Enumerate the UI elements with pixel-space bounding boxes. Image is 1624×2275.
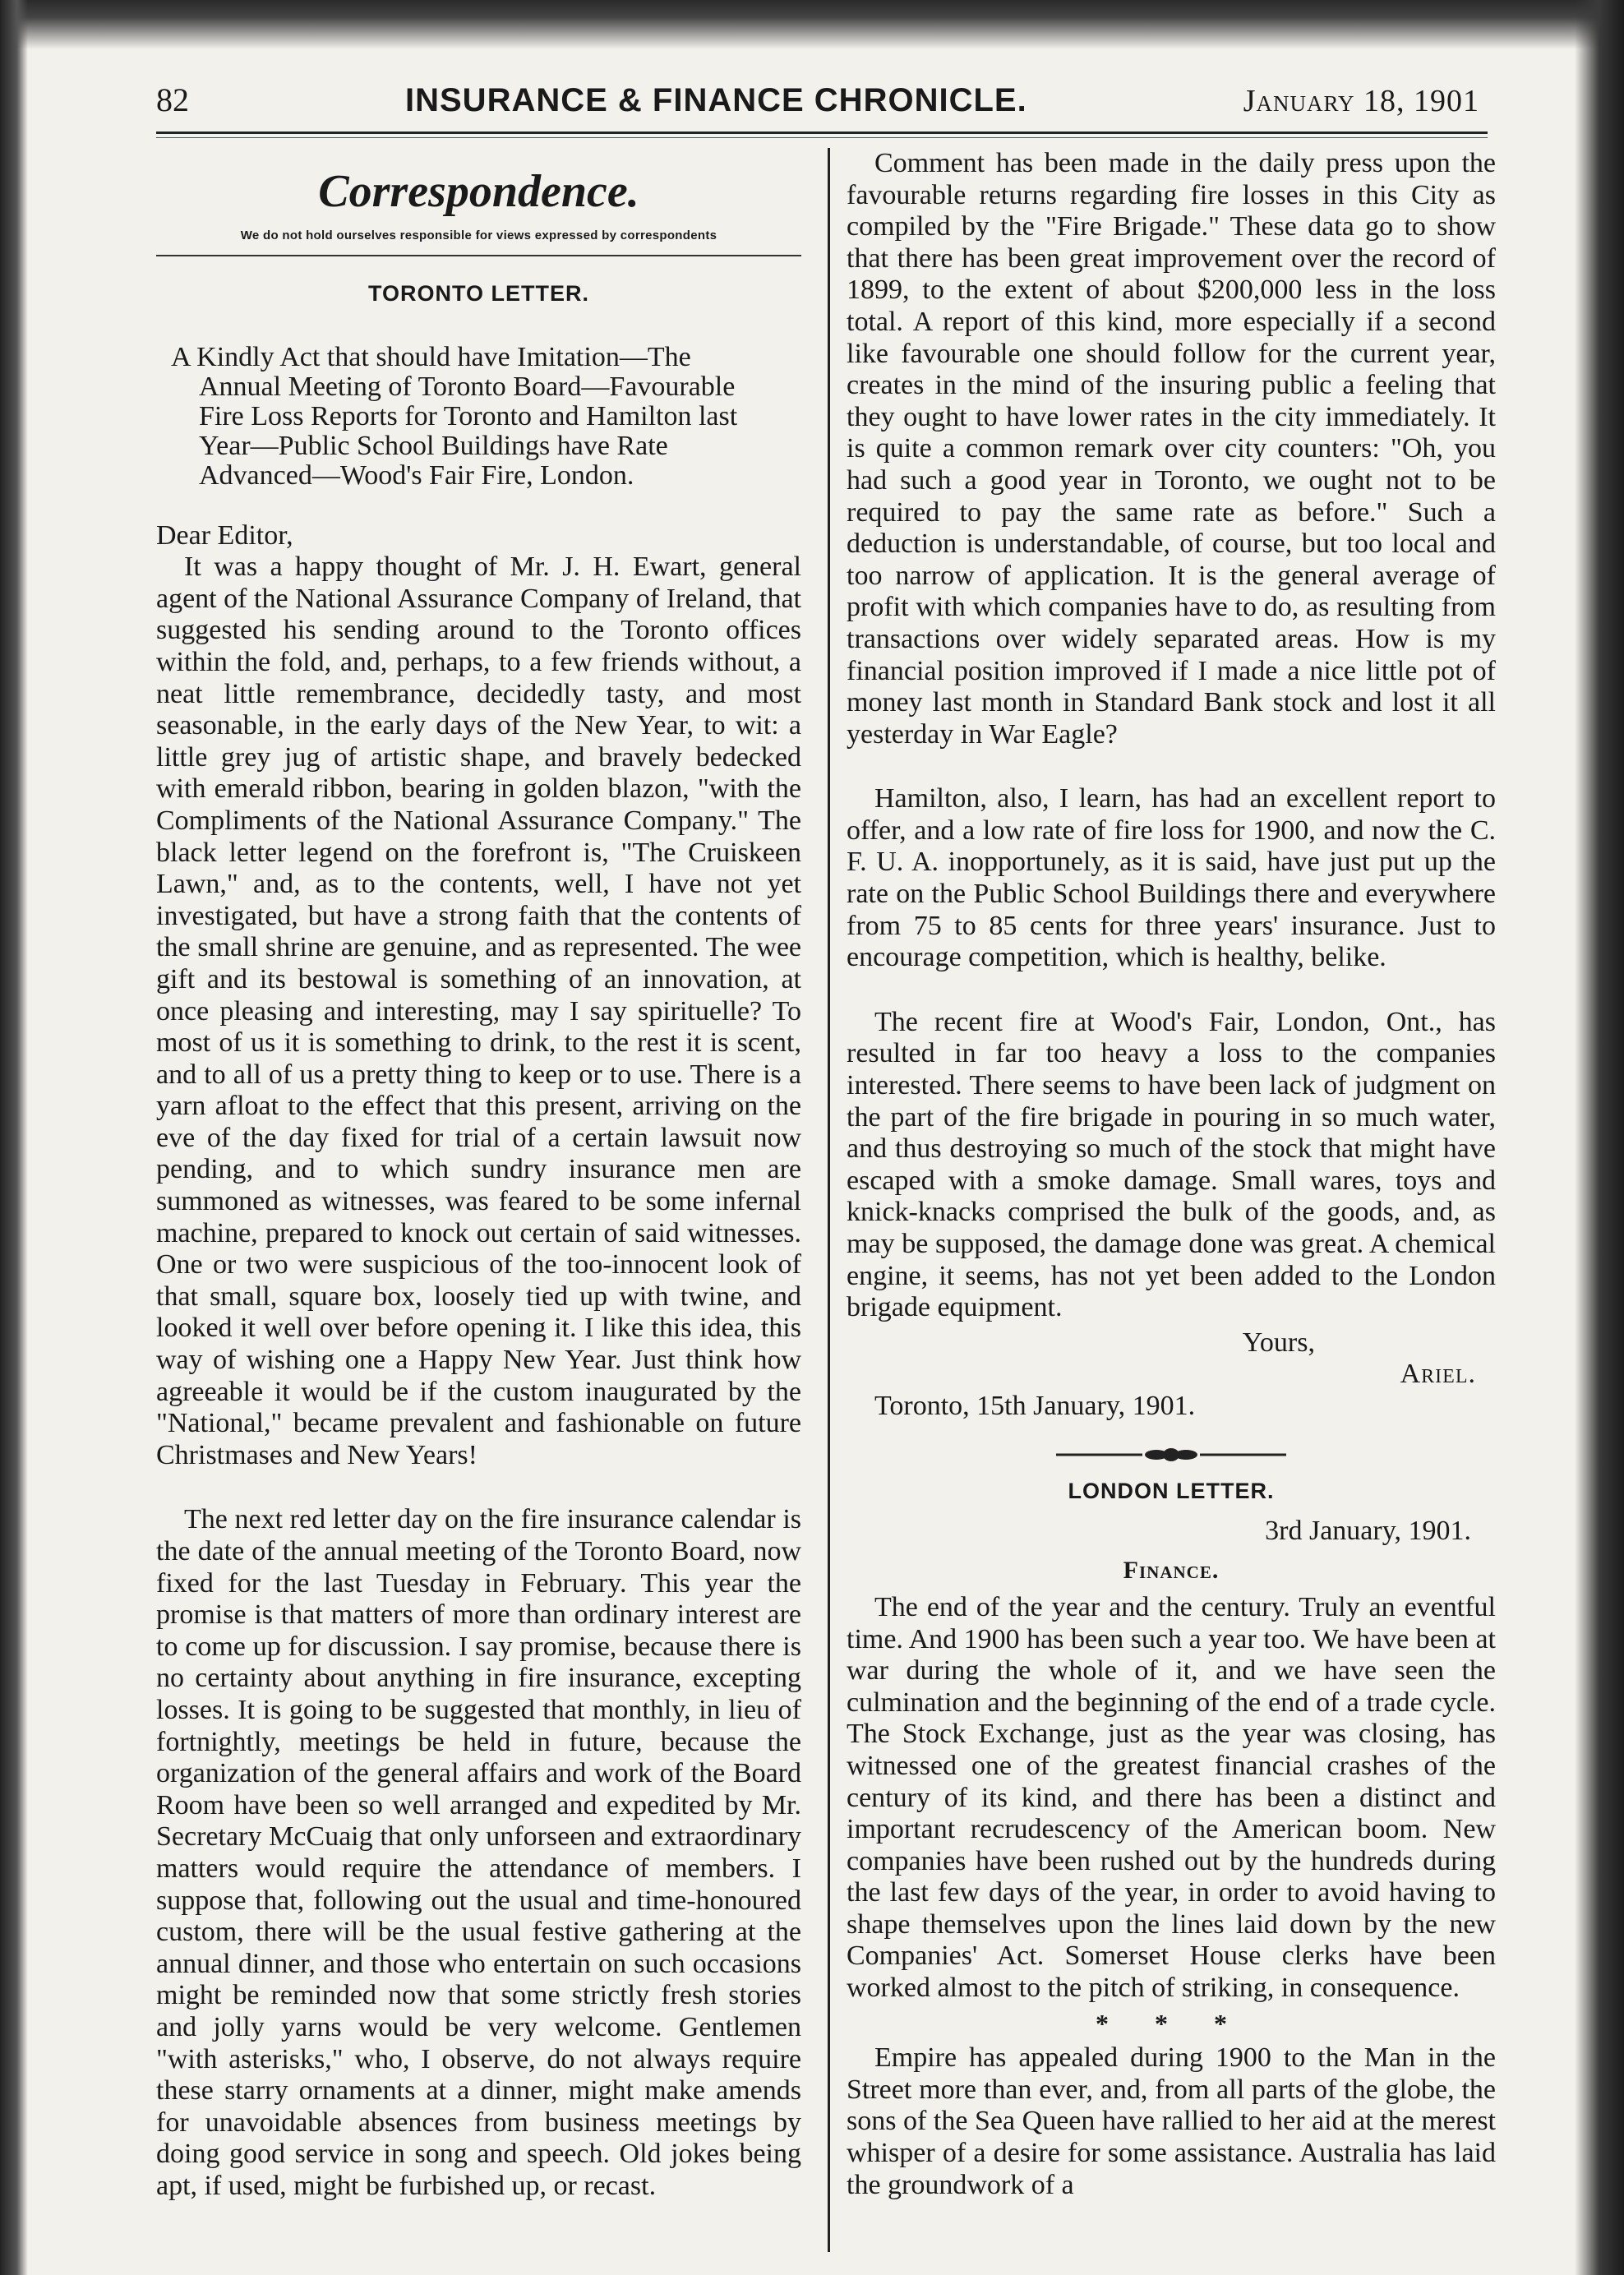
london-letter-heading: LONDON LETTER. — [1068, 1479, 1275, 1504]
right-column — [847, 148, 1496, 2201]
toronto-letter-synopsis: A Kindly Act that should have Imitation—The Annual Meeting of Toronto Board—Favourable Fire Loss Reports for Toronto and Hamilton last Year—Public School Buildings have Rate Advanced—Wood's Fair Fire, London. — [171, 341, 738, 491]
signature: Ariel. — [1400, 1359, 1476, 1390]
journal-title: INSURANCE & FINANCE CHRONICLE. — [405, 82, 1027, 118]
correspondence-masthead: Correspondence. — [318, 166, 639, 217]
paragraph-jug-gift: It was a happy thought of Mr. J. H. Ewart, general agent of the National Assurance Company of Ireland, that suggested his sending around to the Toronto offices within the fold, and, perhaps, to a few friends without, a neat little remembrance, decidedly tasty, and most seasonable, in the early days of the New Year, to wit: a little grey jug of artistic shape, and bravely bedecked with emerald ribbon, bearing in golden blazon, "with the Compliments of the National Assurance Company." The black letter legend on the forefront is, "The Cruiskeen Lawn," and, as to the contents, well, I have not yet investigated, but have a strong faith that the contents of the small shrine are genuine, and as represented. The wee gift and its bestowal is something of an innovation, at once pleasing and interesting, may I say spirituelle? To most of us it is something to drink, to the rest it is scent, and to all of us a pretty thing to keep or to use. There is a yarn afloat to the effect that this present, arriving on the eve of the day fixed for trial of a certain lawsuit now pending, and to which sundry insurance men are summoned as witnesses, was feared to be some infernal machine, prepared to knock out certain of said witnesses. One or two were suspicious of the too-innocent look of that small, square box, loosely tied up with twine, and looked it well over before opening it. I like this idea, this way of wishing one a Happy New Year. Just think how agreeable it would be if the custom inaugurated by the "National," became prevalent and fashionable on future Christmases and New Years! — [156, 551, 801, 1470]
london-letter-date: 3rd January, 1901. — [1265, 1515, 1471, 1546]
paragraph-board-meeting: The next red letter day on the fire insurance calendar is the date of the annual meeting of the Toronto Board, now fixed for the last Tuesday in February. This year the promise is that matters of more than ordinary interest are to come up for discussion. I say promise, because there is no certainty about anything in fire insurance, excepting losses. It is going to be suggested that monthly, in lieu of fortnightly, meetings be held in future, because the organization of the general affairs and work of the Board Room have been so well arranged and expedited by Mr. Secretary McCuaig that only unforseen and extraordinary matters would require the attendance of members. I suppose that, following out the usual and time-honoured custom, there will be the usual festive gathering at the annual dinner, and those who entertain on such occasions might be reminded now that some strictly fresh stories and jolly yarns would be very welcome. Gentlemen "with asterisks," who, I observe, do not always require these starry ornaments at a dinner, might make amends for unavoidable absences from business meetings by doing good service in song and speech. Old jokes being apt, if used, might be furbished up, or recast. — [156, 1504, 801, 2201]
scan-shadow-right — [1575, 0, 1624, 2275]
paragraph-empire: Empire has appealed during 1900 to the Man in the Street more than ever, and, from all parts of the globe, the sons of the Sea Queen have rallied to her aid at the merest whisper of a desire for some assistance. Australia has laid the groundwork of a — [847, 2042, 1496, 2200]
dateline: Toronto, 15th January, 1901. — [874, 1390, 1196, 1421]
column-rule — [828, 148, 830, 2252]
page-number: 82 — [156, 81, 189, 118]
paragraph-hamilton: Hamilton, also, I learn, has had an excellent report to offer, and a low rate of fire loss for 1900, and now the C. F. U. A. inopportunely, as it is said, have just put up the rate on the Public School Buildings there and everywhere from 75 to 85 cents for three years' insurance. Just to encourage competition, which is healthy, belike. — [847, 783, 1496, 973]
issue-date: January 18, 1901 — [1243, 84, 1479, 118]
asterisk-divider: * * * — [1096, 2008, 1247, 2038]
finance-heading: Finance. — [1123, 1557, 1220, 1585]
ornament-icon — [1056, 1447, 1286, 1463]
signoff: Yours, — [1242, 1327, 1315, 1358]
disclaimer: We do not hold ourselves responsible for views expressed by correspondents — [240, 228, 717, 242]
scan-shadow-top — [0, 0, 1624, 49]
header-rule-thin — [156, 137, 1488, 138]
scan-shadow-left — [0, 0, 28, 2275]
running-head — [156, 81, 1479, 130]
ornamental-divider — [847, 1437, 1496, 1470]
left-column — [156, 148, 801, 2202]
header-rule — [156, 132, 1488, 134]
paragraph-year-end: The end of the year and the century. Truly an eventful time. And 1900 has been such a year too. We have been at war during the whole of it, and we have seen the culmination and the beginning of the end of a trade cycle. The Stock Exchange, just as the year was closing, has witnessed one of the greatest financial crashes of the century of its kind, and there has been a distinct and important recrudescency of the American boom. New companies have been rushed out by the hundreds during the last few days of the year, in order to avoid having to shape themselves upon the lines laid down by the new Companies' Act. Somerset House clerks have been worked almost to the pitch of striking, in consequence. — [847, 1591, 1496, 2004]
toronto-letter-heading: TORONTO LETTER. — [367, 281, 589, 306]
salutation: Dear Editor, — [156, 519, 293, 551]
paragraph-woods-fair-fire: The recent fire at Wood's Fair, London, Ont., has resulted in far too heavy a loss to the companies interested. There seems to have been lack of judgment on the part of the fire brigade in pouring in so much water, and thus destroying so much of the stock that might have escaped with a smoke damage. Small wares, toys and knick-knacks comprised the bulk of the goods, and, as may be supposed, the damage done was great. A chemical engine, it seems, has not yet been added to the London brigade equipment. — [847, 1006, 1496, 1323]
paragraph-fire-returns: Comment has been made in the daily press upon the favourable returns regarding fire losses in this City as compiled by the "Fire Brigade." These data go to show that there has been great improvement over the record of 1899, to the extent of about $200,000 less in the loss total. A report of this kind, more especially if a second like favourable one should follow for the current year, creates in the mind of the insuring public a feeling that they ought to have lower rates in the city immediately. It is quite a common remark over city counters: "Oh, you had such a good year in Toronto, we ought not to be required to pay the same rate as before." Such a deduction is understandable, of course, but too local and too narrow of application. It is the general average of profit with which companies have to do, as resulting from transactions over widely separated areas. How is my financial position improved if I made a nice little pot of money last month in Standard Bank stock and lost it all yesterday in War Eagle? — [847, 148, 1496, 750]
